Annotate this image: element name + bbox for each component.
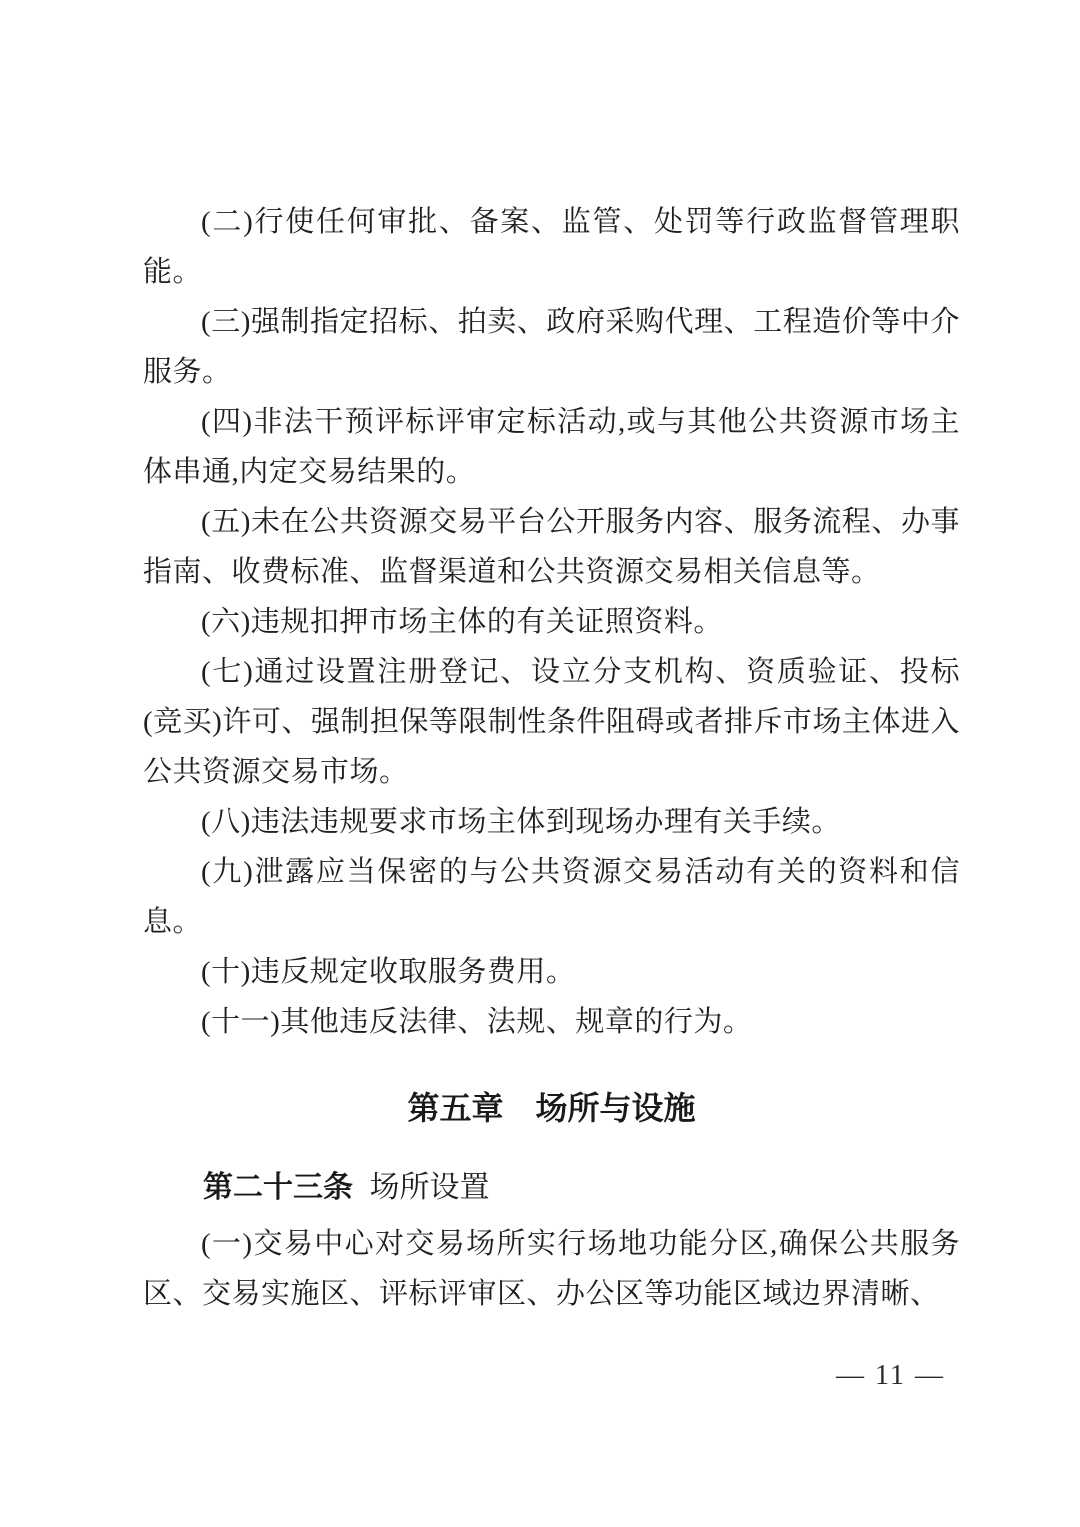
page-number: — 11 — — [836, 1360, 945, 1391]
document-body — [143, 197, 960, 1319]
article-title: 场所设置 — [369, 1171, 490, 1204]
clause-paragraph: (三)强制指定招标、拍卖、政府采购代理、工程造价等中介服务。 — [143, 306, 960, 388]
chapter-title: 场所与设施 — [535, 1090, 696, 1126]
clause-paragraph: (一)交易中心对交易场所实行场地功能分区,确保公共服务区、交易实施区、评标评审区、办公区等功能区域边界清晰、 — [143, 1228, 960, 1310]
clause-paragraph: (四)非法干预评标评审定标活动,或与其他公共资源市场主体串通,内定交易结果的。 — [143, 406, 960, 488]
clause-paragraph: (二)行使任何审批、备案、监管、处罚等行政监督管理职能。 — [143, 206, 960, 288]
chapter-heading — [143, 1083, 960, 1133]
clause-paragraph: (五)未在公共资源交易平台公开服务内容、服务流程、办事指南、收费标准、监督渠道和公共资源交易相关信息等。 — [143, 506, 960, 588]
clause-paragraph: (七)通过设置注册登记、设立分支机构、资质验证、投标(竞买)许可、强制担保等限制性条件阻碍或者排斥市场主体进入公共资源交易市场。 — [143, 656, 960, 788]
article-number: 第二十三条 — [203, 1171, 353, 1204]
clause-paragraph: (九)泄露应当保密的与公共资源交易活动有关的资料和信息。 — [143, 856, 960, 938]
clause-paragraph: (十一)其他违反法律、法规、规章的行为。 — [201, 1006, 753, 1038]
chapter-label: 第五章 — [407, 1090, 504, 1126]
clause-paragraph: (十)违反规定收取服务费用。 — [201, 956, 576, 988]
clause-paragraph: (六)违规扣押市场主体的有关证照资料。 — [201, 606, 723, 638]
clause-paragraph: (八)违法违规要求市场主体到现场办理有关手续。 — [201, 806, 841, 838]
article-heading — [143, 1163, 960, 1213]
